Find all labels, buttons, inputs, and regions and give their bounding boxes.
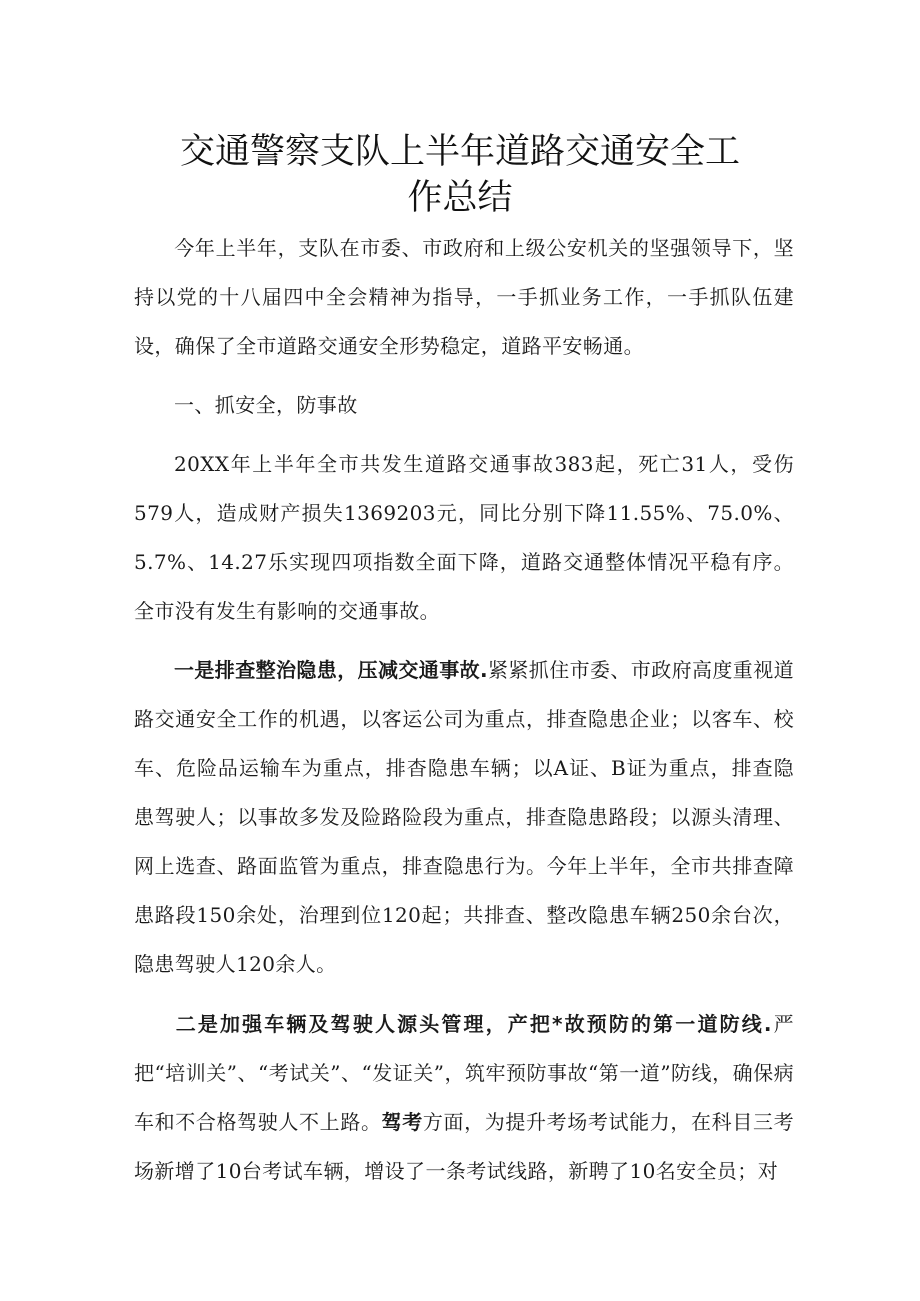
item-one-paragraph <box>134 646 794 989</box>
stats-text: 20XX年上半年全市共发生道路交通事故383起，死亡31人，受伤579人，造成财产损失1369203元，同比分别下降11.55%、75.0%、5.7%、14.27乐实现四项指数全面下降，道路交通整体情况平稳有序。全市没有发生有影响的交通事故。 <box>134 452 794 623</box>
intro-paragraph <box>134 224 794 371</box>
item-one-body: 紧紧抓住市委、市政府高度重视道路交通安全工作的机遇，以客运公司为重点，排查隐患企业；以客车、校车、危险品运输车为重点，排杳隐患车辆；以A证、B证为重点，排查隐患驾驶人；以事故多发及险路险段为重点，排查隐患路段；以源头清理、网上选查、路面监管为重点，排查隐患行为。今年上半年，全市共排查障患路段150余处，治理到位120起；共排查、整改隐患车辆250余台次，隐患驾驶人120余人。 <box>134 658 794 976</box>
section-heading-1-text: 一、抓安全，防事故 <box>174 393 358 417</box>
document-title-line-2: 作总结 <box>407 178 513 218</box>
stats-paragraph <box>134 440 794 636</box>
item-two-paragraph <box>134 1000 794 1196</box>
section-heading-1 <box>134 381 794 430</box>
item-two-body-before: 严把“培训关”、“考试关”、“发证关”，筑牢预防事故“第一道”防线，确保病车和不合格驾驶人不上路。 <box>134 1012 794 1134</box>
item-two-emphasis: 驾考 <box>381 1110 423 1134</box>
item-two-body-after: 方面，为提升考场考试能力，在科目三考场新增了10台考试车辆，增设了一条考试线路，新聘了10名安全员；对 <box>134 1110 794 1183</box>
intro-text: 今年上半年，支队在市委、市政府和上级公安机关的坚强领导下，坚持以党的十八届四中全会精神为指导，一手抓业务工作，一手抓队伍建设，确保了全市道路交通安全形势稳定，道路平安畅通。 <box>134 236 794 358</box>
item-two-lead: 二是加强车辆及驾驶人源头管理，产把*故预防的第一道防线. <box>174 1012 772 1036</box>
document-title-line-1: 交通警察支队上半年道路交通安全工 <box>179 132 740 172</box>
item-one-lead: 一是排查整治隐患，压减交通事故. <box>174 658 488 682</box>
